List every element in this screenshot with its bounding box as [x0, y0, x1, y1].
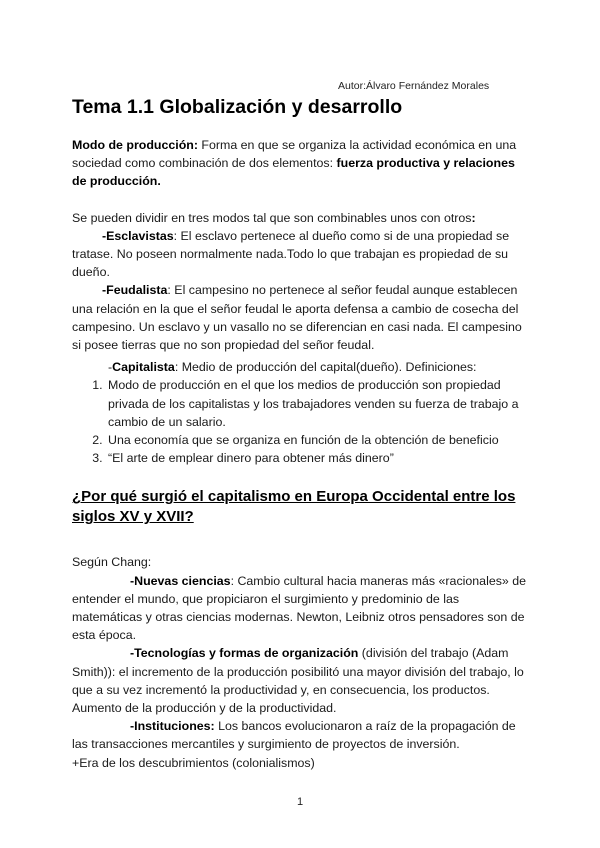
modo-bold-end: fuerza productiva y relaciones de producción. [72, 156, 515, 189]
intro-paragraph [72, 209, 532, 227]
feudalista-paragraph [72, 281, 532, 354]
list-item: 2. Una economía que se organiza en función de la obtención de beneficio [106, 431, 532, 449]
tecnologias-paragraph [72, 644, 532, 717]
intro-colon: : [471, 210, 476, 225]
esclavista-term: -Esclavistas [102, 228, 174, 243]
capitalista-dash: - [108, 360, 113, 375]
esclavista-text: : El esclavo pertenece al dueño como si de una propiedad se tratase. No poseen normalmente nada.Todo lo que trabajan es propiedad de su dueño. [72, 228, 510, 280]
document-body [72, 136, 532, 772]
feudalista-term: -Feudalista [102, 283, 168, 298]
page-title: Tema 1.1 Globalización y desarrollo [72, 96, 403, 118]
capitalista-paragraph [72, 358, 532, 376]
list-item: 3. “El arte de emplear dinero para obtener más dinero” [106, 449, 532, 467]
ciencias-term: -Nuevas ciencias [130, 573, 231, 588]
author-line: Autor:Álvaro Fernández Morales [338, 80, 490, 92]
instituciones-text: Los bancos evolucionaron a raíz de la propagación de las transacciones mercantiles y surgimiento de proyectos de inversión. [72, 719, 516, 752]
instituciones-term: -Instituciones: [130, 719, 215, 734]
ciencias-text: : Cambio cultural hacia maneras más «racionales» de entender el mundo, que propiciaron el surgimiento y predominio de las matemáticas y otras ciencias modernas. Newton, Leibniz otros pensadores son de esta época. [72, 573, 527, 643]
tecnologias-term: -Tecnologías y formas de organización [130, 646, 359, 661]
page-number: 1 [296, 796, 304, 808]
modo-term: Modo de producción: [72, 138, 198, 152]
ciencias-paragraph [72, 572, 532, 645]
modo-produccion-paragraph [72, 136, 532, 191]
section-heading: ¿Por qué surgió el capitalismo en Europa Occidental entre los siglos XV y XVII? [72, 488, 516, 526]
tecnologias-text: (división del trabajo (Adam Smith)): el incremento de la producción posibilitó una mayor división del trabajo, lo que a su vez incrementó la productividad y, en consecuencia, los productos. Aumento de la producción y de la productividad. [72, 646, 524, 716]
instituciones-paragraph [72, 717, 532, 753]
intro-text: Se pueden dividir en tres modos tal que son combinables unos con otros [72, 210, 472, 225]
esclavista-paragraph [72, 227, 532, 282]
modo-text: Forma en que se organiza la actividad económica en una sociedad como combinación de dos elementos: [72, 138, 517, 171]
capitalista-text: : Medio de producción del capital(dueño). Definiciones: [174, 360, 477, 375]
era-line: +Era de los descubrimientos (colonialismos) [72, 755, 315, 770]
capitalista-term: Capitalista [112, 360, 175, 375]
definitions-list [72, 376, 532, 467]
list-item: 1. Modo de producción en el que los medios de producción son propiedad privada de los capitalistas y los trabajadores venden su fuerza de trabajo a cambio de un salario. [106, 376, 532, 431]
chang-line: Según Chang: [72, 555, 152, 570]
feudalista-text: : El campesino no pertenece al señor feudal aunque establecen una relación en la que el señor feudal le aporta defensa a cambio de cosecha del campesino. Un esclavo y un vasallo no se diferencian en casi nada. El campesino si posee tierras que no son propiedad del señor feudal. [72, 283, 522, 353]
